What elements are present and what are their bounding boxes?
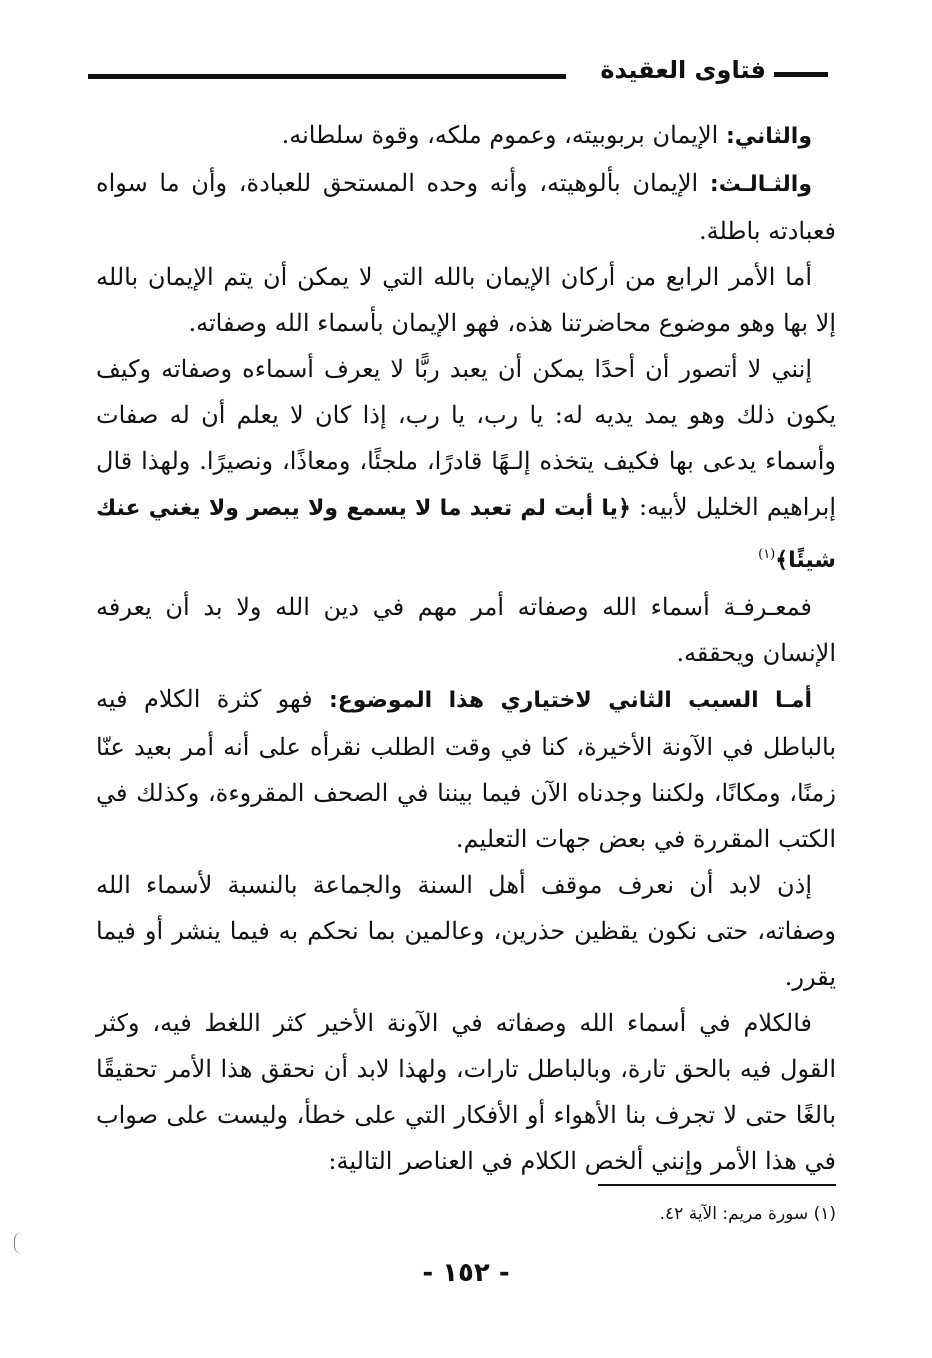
paragraph — [96, 584, 836, 676]
paragraph — [96, 160, 836, 254]
paragraph — [96, 676, 836, 862]
paragraph-text: فهو كثرة الكلام فيه بالباطل في الآونة الأخيرة، كنا في وقت الطلب نقرأه على أنه أمر بعيد عنّا زمنًا، ومكانًا، ولكننا وجدناه الآن فيما بيننا في الصحف المقروءة، وكذلك في الكتب المقررة في بعض جهات التعليم. — [96, 685, 836, 853]
running-header — [88, 56, 828, 96]
paragraph-text: أما الأمر الرابع من أركان الإيمان بالله التي لا يمكن أن يتم الإيمان بالله إلا بها وهو موضوع محاضرتنا هذه، فهو الإيمان بأسماء الله وصفاته. — [96, 263, 836, 337]
paragraph — [96, 254, 836, 346]
scan-edge-mark — [14, 1232, 23, 1254]
paragraph-text: فالكلام في أسماء الله وصفاته في الآونة الأخير كثر اللغط فيه، وكثر القول فيه بالحق تارة، وبالباطل تارات، ولهذا لابد أن نحقق هذا الأمر تحقيقًا بالغًا حتى لا تجرف بنا الأهواء أو الأفكار التي على خطأ، وليست على صواب في هذا الأمر وإنني ألخص الكلام في العناصر التالية: — [96, 1009, 836, 1175]
paragraph-text: الإيمان بربوبيته، وعموم ملكه، وقوة سلطانه. — [281, 121, 726, 149]
paragraph-text: فمعـرفـة أسماء الله وصفاته أمر مهم في دين الله ولا بد أن يعرفه الإنسان ويحققه. — [96, 593, 836, 667]
paragraph-text: إذن لابد أن نعرف موقف أهل السنة والجماعة بالنسبة لأسماء الله وصفاته، حتى نكون يقظين حذرين، وعالمين بما نحكم به فيما ينشر أو فيما يقرر. — [96, 871, 836, 991]
quran-quote: ﴿يا أبت لم تعبد ما لا يسمع ولا يبصر ولا يغني عنك شيئًا﴾ — [96, 496, 836, 573]
paragraph-lead: والثاني: — [725, 124, 812, 149]
footnote-rule — [598, 1184, 836, 1186]
paragraph-lead: أمـا السبب الثاني لاختياري هذا الموضوع: — [328, 688, 812, 713]
paragraph-text: الإيمان بألوهيته، وأنه وحده المستحق للعبادة، وأن ما سواه فعبادته باطلة. — [96, 169, 836, 245]
body-text — [96, 112, 836, 1184]
header-rule — [88, 74, 566, 79]
paragraph-text: إنني لا أتصور أن أحدًا يمكن أن يعبد ربًّا لا يعرف أسماءه وصفاته وكيف يكون ذلك وهو يمد يديه له: يا رب، يا رب، إذا كان لا يعلم أن له صفات وأسماء يدعى بها فكيف يتخذه إلـهًا قادرًا، ملجئًا، ومعاذًا، ونصيرًا. ولهذا قال إبراهيم الخليل لأبيه: — [96, 355, 836, 521]
footnote-mark: (١) — [758, 547, 776, 562]
header-dash — [774, 72, 828, 77]
paragraph — [96, 112, 836, 160]
page-number: - ١٥٢ - — [422, 1258, 510, 1288]
paragraph — [96, 1000, 836, 1184]
paragraph-lead: والثـالـث: — [709, 172, 812, 197]
paragraph — [96, 346, 836, 584]
footnote: (١) سورة مريم: الآية ٤٢. — [659, 1204, 836, 1224]
header-title: فتاوى العقيدة — [600, 56, 766, 84]
paragraph — [96, 862, 836, 1000]
